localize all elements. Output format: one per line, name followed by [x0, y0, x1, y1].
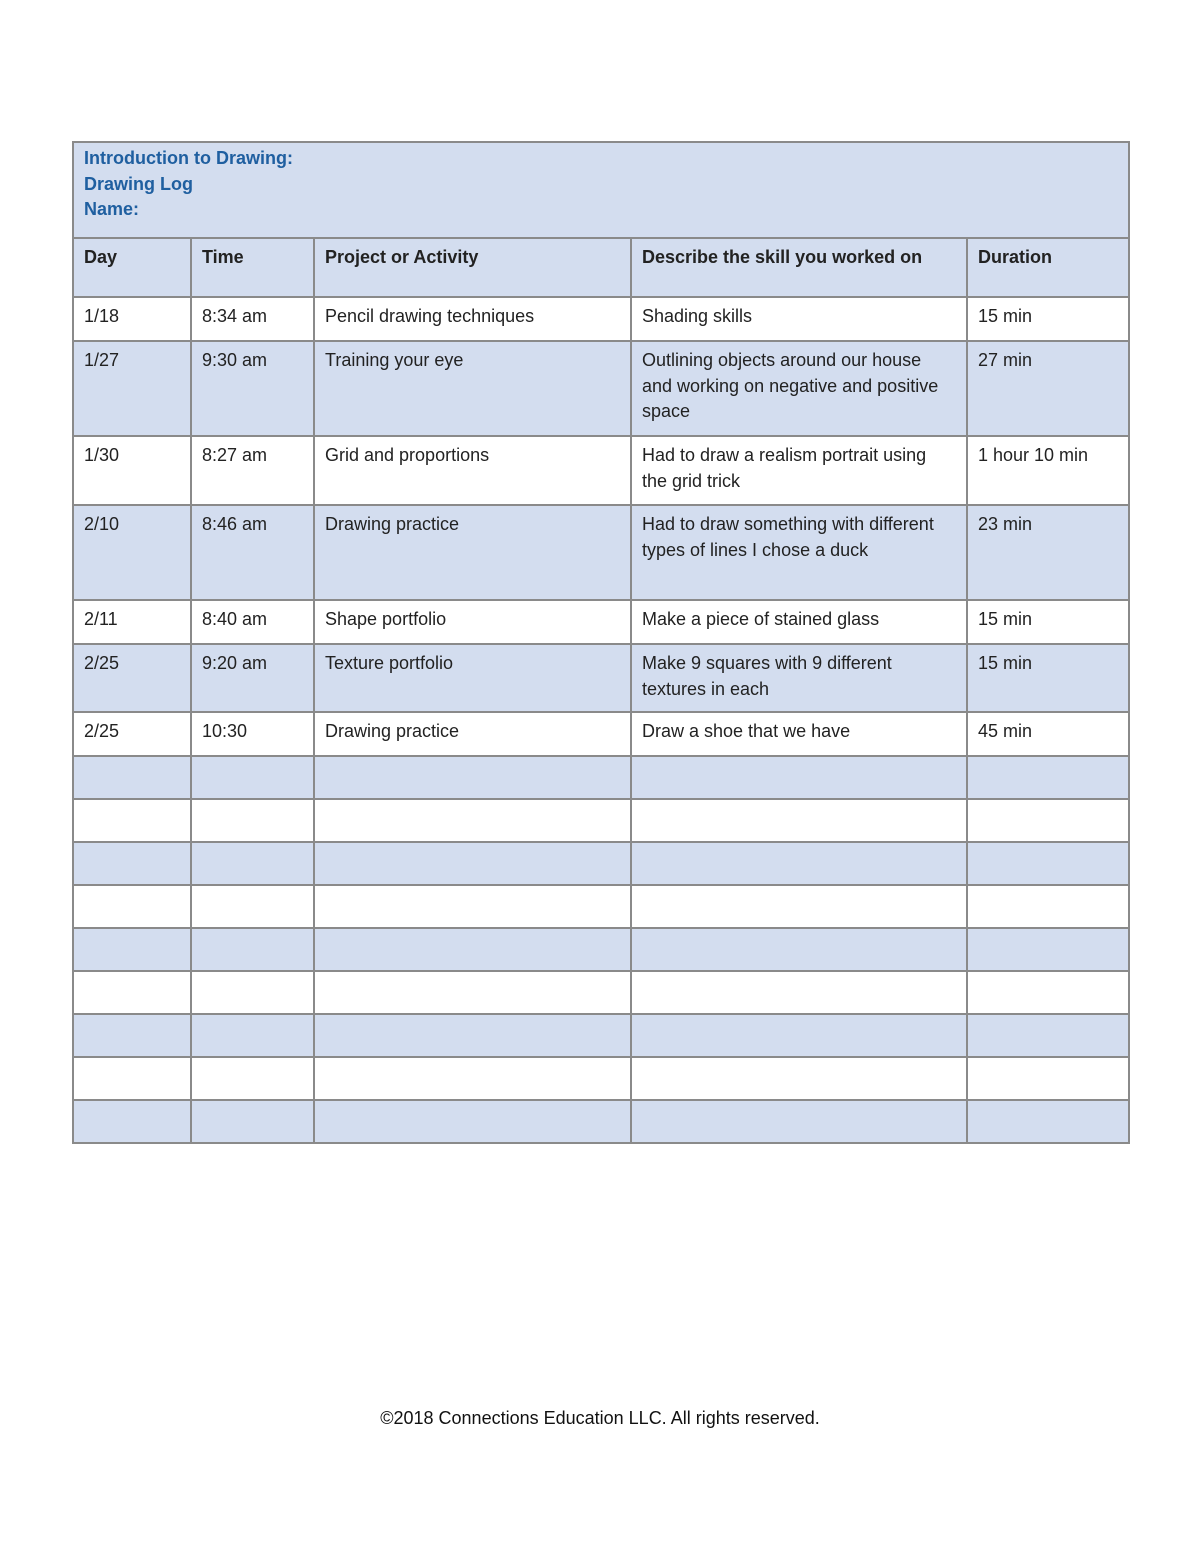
table-row — [73, 341, 1129, 436]
empty-cell — [191, 1057, 314, 1100]
cell-day: 2/11 — [73, 600, 191, 644]
cell-project: Shape portfolio — [314, 600, 631, 644]
empty-cell — [191, 1100, 314, 1143]
empty-row — [73, 971, 1129, 1014]
cell-time: 9:20 am — [191, 644, 314, 712]
empty-row — [73, 1057, 1129, 1100]
empty-cell — [73, 1014, 191, 1057]
cell-project: Texture portfolio — [314, 644, 631, 712]
table-row — [73, 505, 1129, 600]
empty-cell — [314, 928, 631, 971]
empty-cell — [967, 928, 1129, 971]
cell-project: Pencil drawing techniques — [314, 297, 631, 341]
empty-cell — [631, 799, 967, 842]
cell-skill: Had to draw a realism portrait using the grid trick — [631, 436, 967, 505]
log-title: Drawing Log — [84, 173, 193, 194]
empty-cell — [967, 756, 1129, 799]
empty-cell — [631, 1014, 967, 1057]
name-label: Name: — [84, 199, 140, 219]
empty-cell — [314, 885, 631, 928]
cell-day: 2/25 — [73, 644, 191, 712]
empty-cell — [631, 842, 967, 885]
cell-skill: Had to draw something with different types of lines I chose a duck — [631, 505, 967, 600]
empty-cell — [314, 799, 631, 842]
cell-time: 8:46 am — [191, 505, 314, 600]
cell-skill: Outlining objects around our house and working on negative and positive space — [631, 341, 967, 436]
empty-cell — [314, 1057, 631, 1100]
empty-row — [73, 842, 1129, 885]
empty-cell — [631, 885, 967, 928]
cell-time: 8:40 am — [191, 600, 314, 644]
empty-row — [73, 1100, 1129, 1143]
table-row — [73, 600, 1129, 644]
table-row — [73, 436, 1129, 505]
cell-day: 1/30 — [73, 436, 191, 505]
header-row — [73, 238, 1129, 297]
course-title: Introduction to Drawing: — [84, 148, 293, 168]
cell-duration: 15 min — [967, 297, 1129, 341]
empty-cell — [191, 842, 314, 885]
empty-cell — [73, 885, 191, 928]
cell-skill: Make 9 squares with 9 different textures in each — [631, 644, 967, 712]
cell-duration: 15 min — [967, 600, 1129, 644]
column-header-duration: Duration — [967, 238, 1129, 297]
cell-duration: 15 min — [967, 644, 1129, 712]
cell-skill: Make a piece of stained glass — [631, 600, 967, 644]
empty-cell — [191, 1014, 314, 1057]
empty-cell — [967, 842, 1129, 885]
table-row — [73, 297, 1129, 341]
table-title — [73, 142, 1129, 238]
cell-project: Drawing practice — [314, 505, 631, 600]
empty-cell — [73, 842, 191, 885]
empty-cell — [631, 928, 967, 971]
cell-duration: 1 hour 10 min — [967, 436, 1129, 505]
empty-cell — [191, 799, 314, 842]
cell-time: 8:34 am — [191, 297, 314, 341]
empty-row — [73, 885, 1129, 928]
column-header-day: Day — [73, 238, 191, 297]
column-header-project: Project or Activity — [314, 238, 631, 297]
cell-time: 9:30 am — [191, 341, 314, 436]
empty-cell — [73, 799, 191, 842]
cell-time: 8:27 am — [191, 436, 314, 505]
column-header-time: Time — [191, 238, 314, 297]
cell-day: 2/10 — [73, 505, 191, 600]
empty-cell — [73, 1100, 191, 1143]
empty-cell — [314, 1014, 631, 1057]
empty-cell — [314, 1100, 631, 1143]
empty-cell — [73, 971, 191, 1014]
cell-time: 10:30 — [191, 712, 314, 756]
empty-cell — [631, 756, 967, 799]
empty-cell — [967, 1014, 1129, 1057]
cell-skill: Draw a shoe that we have — [631, 712, 967, 756]
empty-cell — [967, 799, 1129, 842]
empty-cell — [631, 1100, 967, 1143]
cell-duration: 27 min — [967, 341, 1129, 436]
copyright-footer: ©2018 Connections Education LLC. All rights reserved. — [380, 1408, 820, 1428]
table-row — [73, 644, 1129, 712]
empty-row — [73, 1014, 1129, 1057]
empty-cell — [191, 756, 314, 799]
empty-cell — [631, 1057, 967, 1100]
empty-row — [73, 756, 1129, 799]
drawing-log-table — [72, 141, 1130, 1144]
empty-row — [73, 799, 1129, 842]
empty-cell — [191, 885, 314, 928]
cell-project: Grid and proportions — [314, 436, 631, 505]
empty-cell — [967, 971, 1129, 1014]
cell-duration: 23 min — [967, 505, 1129, 600]
table-row — [73, 712, 1129, 756]
cell-project: Training your eye — [314, 341, 631, 436]
cell-day: 1/27 — [73, 341, 191, 436]
empty-cell — [631, 971, 967, 1014]
cell-day: 2/25 — [73, 712, 191, 756]
empty-cell — [314, 842, 631, 885]
cell-project: Drawing practice — [314, 712, 631, 756]
empty-cell — [191, 971, 314, 1014]
empty-cell — [314, 971, 631, 1014]
empty-cell — [967, 1100, 1129, 1143]
cell-skill: Shading skills — [631, 297, 967, 341]
cell-duration: 45 min — [967, 712, 1129, 756]
empty-cell — [73, 1057, 191, 1100]
empty-row — [73, 928, 1129, 971]
empty-cell — [314, 756, 631, 799]
cell-day: 1/18 — [73, 297, 191, 341]
column-header-skill: Describe the skill you worked on — [631, 238, 967, 297]
empty-cell — [73, 756, 191, 799]
empty-cell — [967, 1057, 1129, 1100]
empty-cell — [73, 928, 191, 971]
empty-cell — [967, 885, 1129, 928]
empty-cell — [191, 928, 314, 971]
